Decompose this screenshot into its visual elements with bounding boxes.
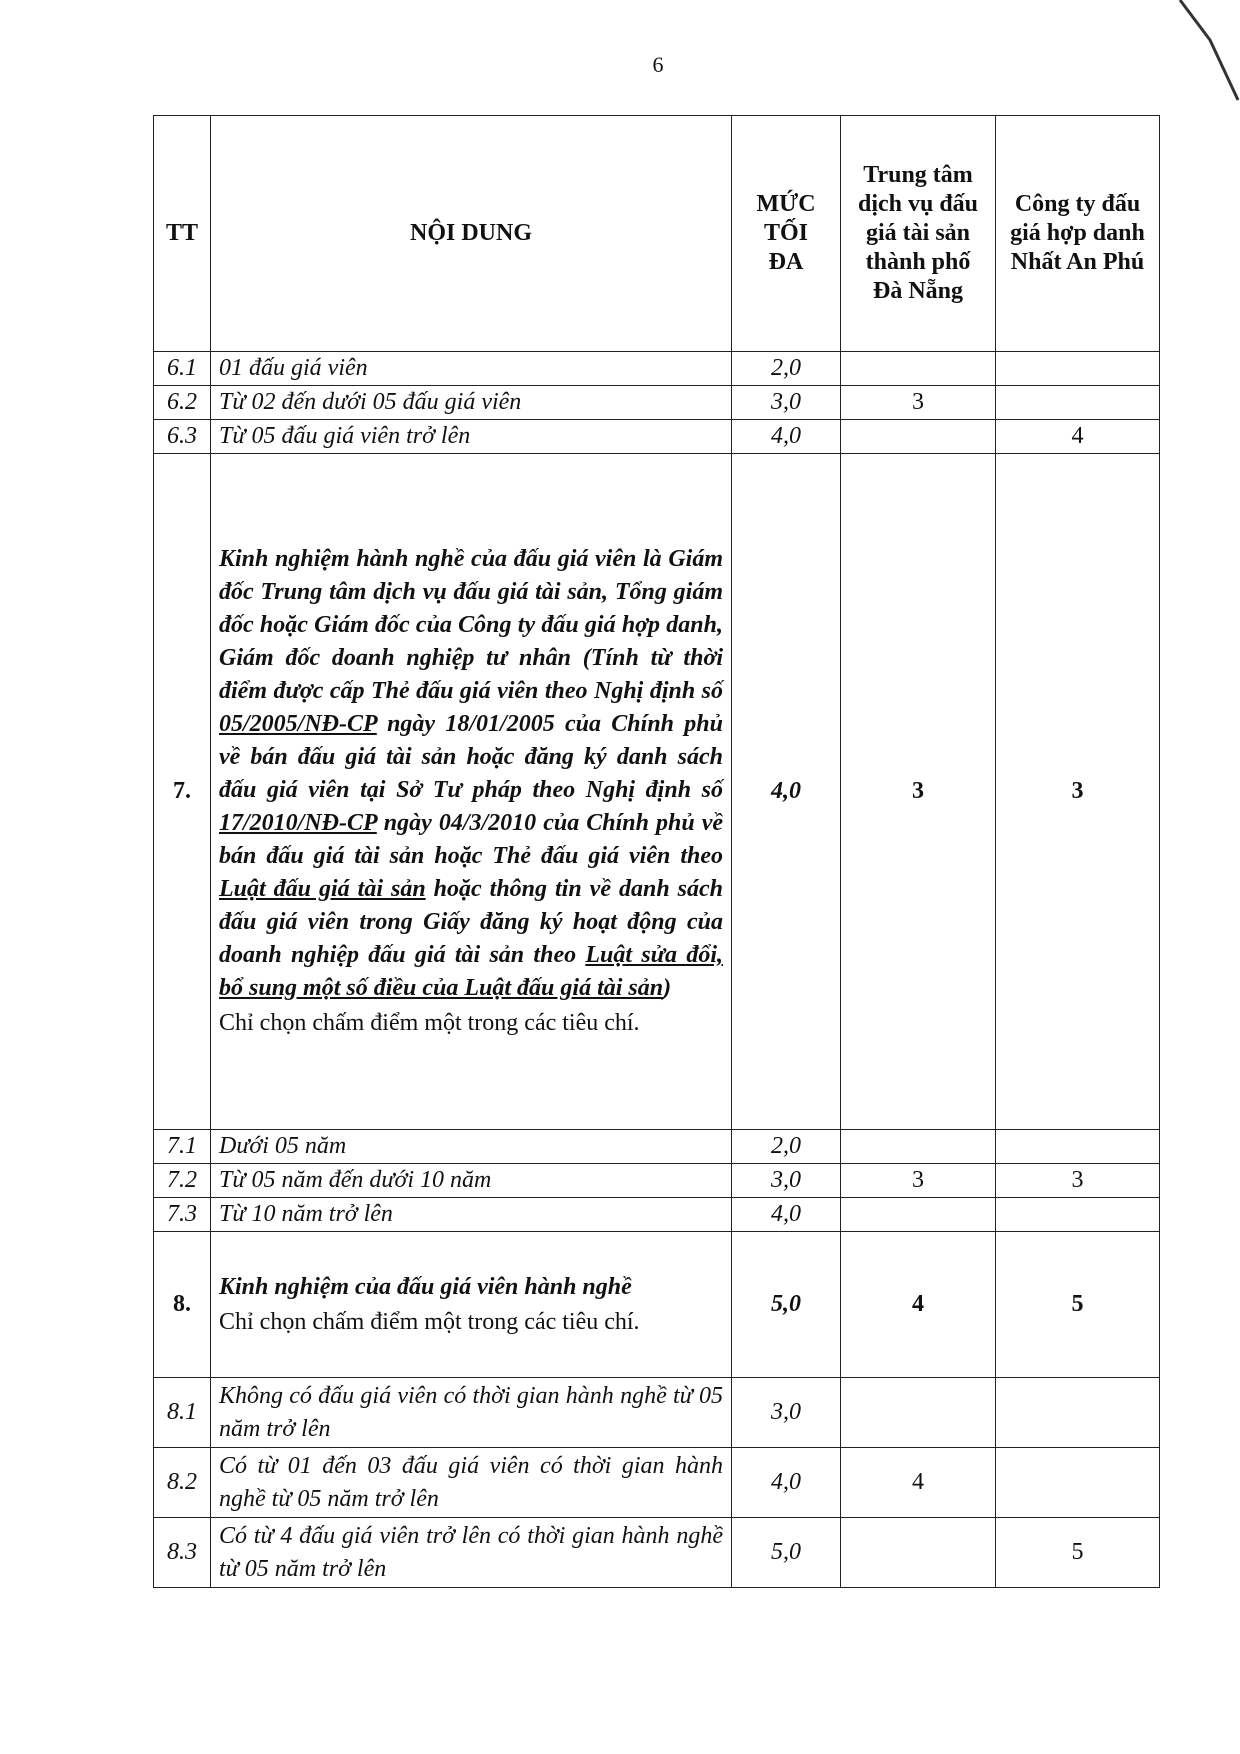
- row-center-score: 3: [841, 1164, 996, 1198]
- row-tt: 8.2: [154, 1448, 211, 1518]
- row-center-score: 4: [841, 1448, 996, 1518]
- row-center-score: [841, 420, 996, 454]
- row-company-score: [996, 1198, 1160, 1232]
- table-header-row: [154, 116, 1160, 352]
- row-content: Từ 05 đấu giá viên trở lên: [211, 420, 732, 454]
- row-tt: 8.3: [154, 1518, 211, 1588]
- row-max: 5,0: [732, 1518, 841, 1588]
- row-company-score: [996, 1130, 1160, 1164]
- table-row-criterion-8: [154, 1232, 1160, 1378]
- row-content: Không có đấu giá viên có thời gian hành nghề từ 05 năm trở lên: [211, 1378, 732, 1448]
- row-center-score: [841, 352, 996, 386]
- row-max: 5,0: [732, 1232, 841, 1378]
- table-row: [154, 1448, 1160, 1518]
- row-max: 3,0: [732, 1378, 841, 1448]
- row-center-score: [841, 1130, 996, 1164]
- table-row: [154, 1378, 1160, 1448]
- row-max: 4,0: [732, 1198, 841, 1232]
- row-company-score: 5: [996, 1518, 1160, 1588]
- row-content: Từ 10 năm trở lên: [211, 1198, 732, 1232]
- table-row: [154, 1198, 1160, 1232]
- row-content: Có từ 01 đến 03 đấu giá viên có thời gian hành nghề từ 05 năm trở lên: [211, 1448, 732, 1518]
- row-content: [211, 1232, 732, 1378]
- table-row: [154, 420, 1160, 454]
- row-content: Từ 02 đến dưới 05 đấu giá viên: [211, 386, 732, 420]
- row-content: [211, 454, 732, 1130]
- table-row: [154, 352, 1160, 386]
- row-tt: 7.: [154, 454, 211, 1130]
- row-center-score: 3: [841, 454, 996, 1130]
- row-center-score: 4: [841, 1232, 996, 1378]
- decree-link: 17/2010/NĐ-CP: [219, 810, 377, 836]
- row-company-score: 4: [996, 420, 1160, 454]
- row-content: Từ 05 năm đến dưới 10 năm: [211, 1164, 732, 1198]
- table-row: [154, 1518, 1160, 1588]
- page-number: 6: [652, 52, 664, 77]
- row-tt: 6.1: [154, 352, 211, 386]
- row-max: 3,0: [732, 1164, 841, 1198]
- scoring-table: [153, 115, 1160, 1588]
- row-company-score: 5: [996, 1232, 1160, 1378]
- header-tt: TT: [154, 116, 211, 352]
- header-max: MỨC TỐI ĐA: [732, 116, 841, 352]
- criterion-title: Kinh nghiệm hành nghề của đấu giá viên là Giám đốc Trung tâm dịch vụ đấu giá tài sản, Tổng giám đốc hoặc Giám đốc của Công ty đấu giá hợp danh, Giám đốc doanh nghiệp tư nhân (Tính từ thời điểm được cấp Thẻ đấu giá viên theo Nghị định số 05/2005/NĐ-CP ngày 18/01/2005 của Chính phủ về bán đấu giá tài sản hoặc đăng ký danh sách đấu giá viên tại Sở Tư pháp theo Nghị định số 17/2010/NĐ-CP ngày 04/3/2010 của Chính phủ về bán đấu giá tài sản hoặc Thẻ đấu giá viên theo Luật đấu giá tài sản hoặc thông tin về danh sách đấu giá viên trong Giấy đăng ký hoạt động của doanh nghiệp đấu giá tài sản theo Luật sửa đổi, bổ sung một số điều của Luật đấu giá tài sản): [219, 546, 723, 1001]
- row-tt: 7.2: [154, 1164, 211, 1198]
- row-max: 2,0: [732, 352, 841, 386]
- row-content: Dưới 05 năm: [211, 1130, 732, 1164]
- row-tt: 8.1: [154, 1378, 211, 1448]
- row-content: Có từ 4 đấu giá viên trở lên có thời gian hành nghề từ 05 năm trở lên: [211, 1518, 732, 1588]
- criterion-note: Chỉ chọn chấm điểm một trong các tiêu chí.: [219, 1010, 640, 1036]
- header-center: Trung tâm dịch vụ đấu giá tài sản thành phố Đà Nẵng: [841, 116, 996, 352]
- row-max: 4,0: [732, 454, 841, 1130]
- row-center-score: 3: [841, 386, 996, 420]
- row-tt: 7.3: [154, 1198, 211, 1232]
- row-max: 2,0: [732, 1130, 841, 1164]
- row-company-score: 3: [996, 454, 1160, 1130]
- row-tt: 7.1: [154, 1130, 211, 1164]
- row-center-score: [841, 1198, 996, 1232]
- row-max: 4,0: [732, 1448, 841, 1518]
- table-row-criterion-7: [154, 454, 1160, 1130]
- row-company-score: [996, 386, 1160, 420]
- row-content: 01 đấu giá viên: [211, 352, 732, 386]
- decree-link: 05/2005/NĐ-CP: [219, 711, 377, 737]
- row-company-score: [996, 1448, 1160, 1518]
- law-link: Luật đấu giá tài sản: [219, 876, 426, 902]
- row-company-score: [996, 352, 1160, 386]
- criterion-note: Chỉ chọn chấm điểm một trong các tiêu chí.: [219, 1308, 640, 1335]
- row-max: 4,0: [732, 420, 841, 454]
- table-row: [154, 1164, 1160, 1198]
- row-max: 3,0: [732, 386, 841, 420]
- row-company-score: 3: [996, 1164, 1160, 1198]
- table-row: [154, 386, 1160, 420]
- criterion-title: Kinh nghiệm của đấu giá viên hành nghề: [219, 1273, 632, 1300]
- row-tt: 6.2: [154, 386, 211, 420]
- header-company: Công ty đấu giá hợp danh Nhất An Phú: [996, 116, 1160, 352]
- row-tt: 8.: [154, 1232, 211, 1378]
- row-company-score: [996, 1378, 1160, 1448]
- law-link: Luật sửa đổi, bổ sung một số điều của Luật đấu giá tài sản: [219, 942, 723, 1001]
- row-center-score: [841, 1518, 996, 1588]
- table-row: [154, 1130, 1160, 1164]
- row-tt: 6.3: [154, 420, 211, 454]
- row-center-score: [841, 1378, 996, 1448]
- header-content: NỘI DUNG: [211, 116, 732, 352]
